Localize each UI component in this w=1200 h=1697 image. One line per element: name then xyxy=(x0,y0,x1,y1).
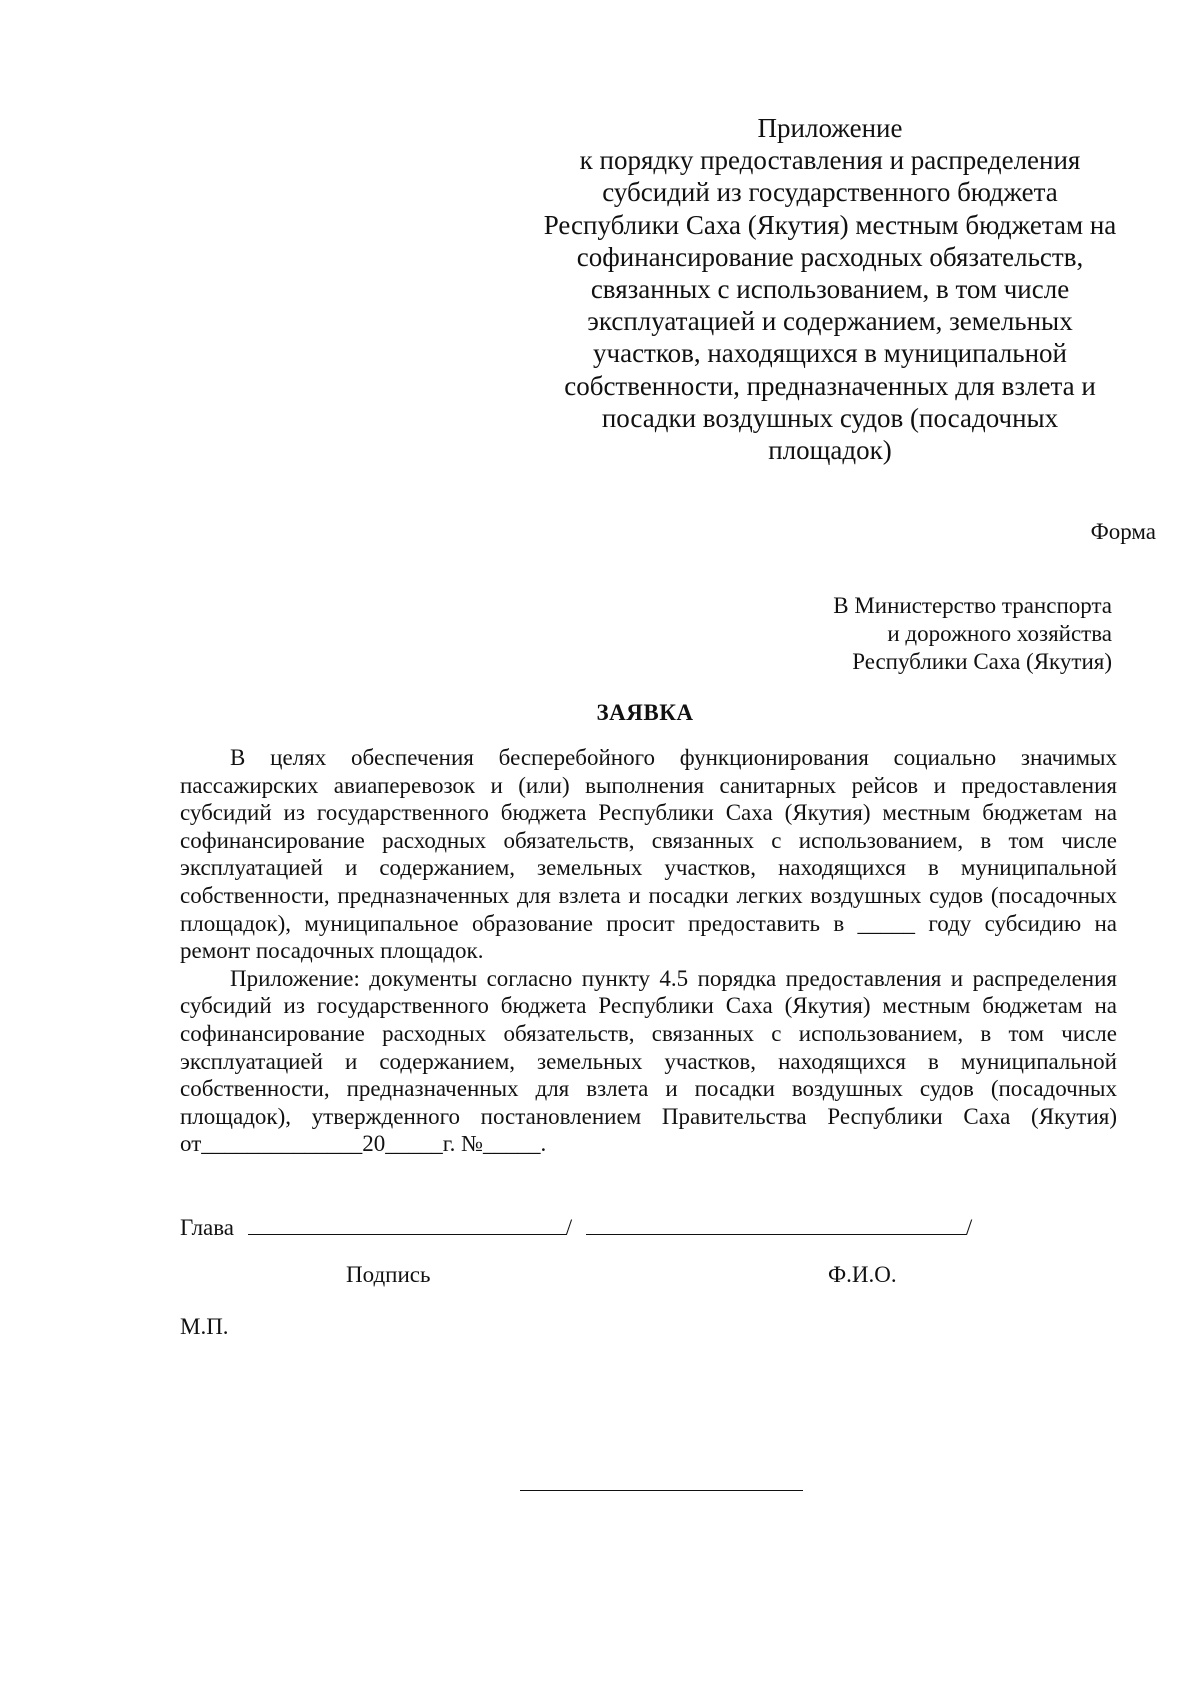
appendix-line: площадок) xyxy=(768,435,892,466)
appendix-line: собственности, предназначенных для взлета и xyxy=(564,370,1096,401)
application-body xyxy=(180,744,1117,1158)
signature-caption: Подпись xyxy=(346,1262,431,1287)
form-label: Форма xyxy=(1090,519,1156,544)
document-title: ЗАЯВКА xyxy=(596,700,694,725)
signature-row xyxy=(180,1214,1000,1242)
fio-line xyxy=(586,1216,966,1235)
recipient-line: и дорожного хозяйства xyxy=(887,621,1112,646)
recipient-line: В Министерство транспорта xyxy=(833,593,1112,618)
recipient-line: Республики Саха (Якутия) xyxy=(852,649,1112,674)
body-paragraph-request: В целях обеспечения бесперебойного функционирования социально значимых пассажирских авиаперевозок и (или) выполнения санитарных рейсов и предоставления субсидий из государственного бюджета Республики Саха (Якутия) местным бюджетам на софинансирование расходных обязательств, связанных с использованием, в том числе эксплуатацией и содержанием, земельных участков, находящихся в муниципальной собственности, предназначенных для взлета и посадки легких воздушных судов (посадочных площадок), муниципальное образование просит предоставить в _____ году субсидию на ремонт посадочных площадок. xyxy=(180,745,1117,964)
appendix-line: к порядку предоставления и распределения xyxy=(579,145,1081,176)
appendix-line: софинансирование расходных обязательств, xyxy=(576,241,1084,272)
stamp-placeholder: М.П. xyxy=(180,1314,229,1339)
appendix-line: посадки воздушных судов (посадочных xyxy=(601,402,1059,433)
appendix-line: Республики Саха (Якутия) местным бюджетам на xyxy=(543,209,1117,240)
appendix-line: участков, находящихся в муниципальной xyxy=(593,338,1067,369)
appendix-line: Приложение xyxy=(757,113,903,143)
signature-closing-slash: / xyxy=(965,1215,973,1240)
fio-caption: Ф.И.О. xyxy=(828,1262,897,1287)
appendix-line: эксплуатацией и содержанием, земельных xyxy=(587,306,1073,337)
body-paragraph-attachment: Приложение: документы согласно пункту 4.5 порядка предоставления и распределения субсидий из государственного бюджета Республики Саха (Якутия) местным бюджетам на софинансирование расходных обязательств, связанных с использованием, в том числе эксплуатацией и содержанием, земельных участков, находящихся в муниципальной собственности, предназначенных для взлета и посадки воздушных судов (посадочных площадок), утвержденного постановлением Правительства Республики Саха (Якутия) от______________20_____г. №_____. xyxy=(180,965,1117,1157)
appendix-line: субсидий из государственного бюджета xyxy=(602,177,1058,208)
appendix-line: связанных с использованием, в том числе xyxy=(590,274,1070,305)
recipient-block xyxy=(833,592,1112,676)
signature-separator: / xyxy=(565,1215,573,1240)
appendix-header xyxy=(520,112,1140,466)
footer-divider xyxy=(520,1490,803,1491)
head-label: Глава xyxy=(180,1215,235,1240)
signature-line xyxy=(248,1216,566,1235)
